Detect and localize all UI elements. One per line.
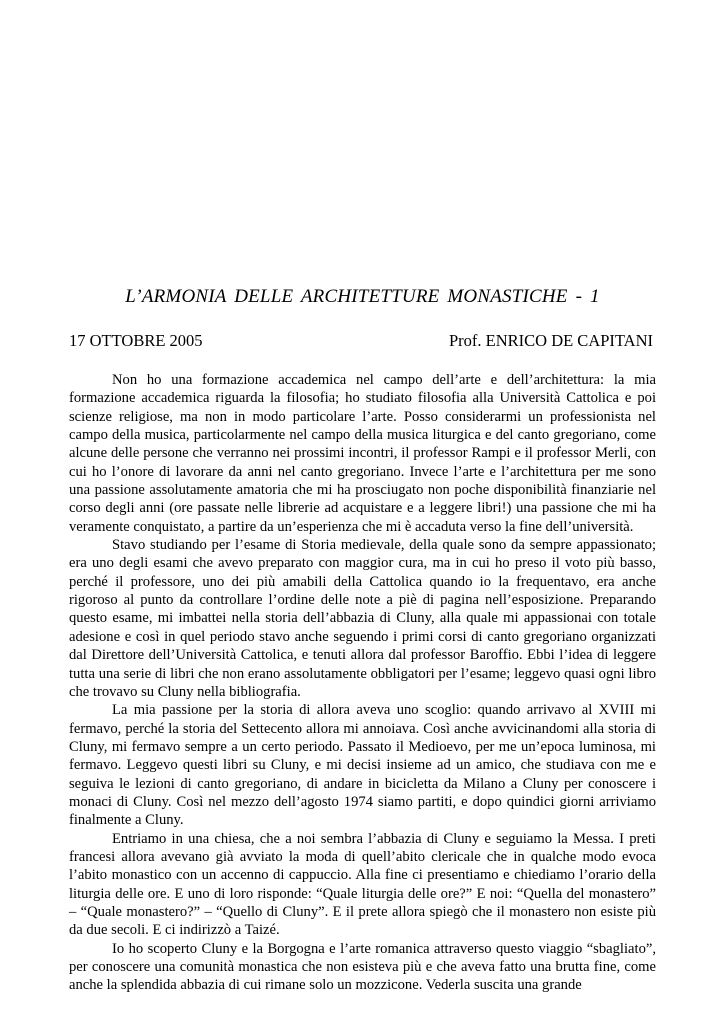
lecture-date: 17 OTTOBRE 2005: [69, 331, 203, 350]
paragraph: La mia passione per la storia di allora aveva uno scoglio: quando arrivavo al XVIII mi fermavo, perché la storia del Settecento allora mi annoiava. Così anche avvicinandomi alla storia di Cluny, mi fermavo sempre a un certo periodo. Passato il Medioevo, per me un’epoca luminosa, mi fermavo. Leggevo questi libri su Cluny, e mi decisi insieme ad un amico, che studiava con me e seguiva le lezioni di canto gregoriano, di andare in bicicletta da Milano a Cluny per conoscere i monaci di Cluny. Così nel mezzo dell’agosto 1974 siamo partiti, e dopo quindici giorni arriviamo finalmente a Cluny.: [69, 702, 656, 829]
document-body: [69, 371, 656, 995]
paragraph: Io ho scoperto Cluny e la Borgogna e l’arte romanica attraverso questo viaggio “sbagliato”, per conoscere una comunità monastica che non esisteva più e che aveva fatto una brutta fine, come anche la splendida abbazia di cui rimane solo un mozzicone. Vederla suscita una grande: [69, 940, 656, 994]
lecture-author: Prof. ENRICO DE CAPITANI: [448, 331, 653, 350]
paragraph: Entriamo in una chiesa, che a noi sembra l’abbazia di Cluny e seguiamo la Messa. I preti francesi allora avevano già avviato la moda di quell’abito clericale che in qualche modo evoca l’abito monastico con un accenno di cappuccio. Alla fine ci presentiamo e chiediamo l’orario della liturgia delle ore. E uno di loro risponde: “Quale liturgia delle ore?” E noi: “Quella del monastero” – “Quale monastero?” – “Quello di Cluny”. E il prete allora spiegò che il monastero non esiste più da due secoli. E ci indirizzò a Taizé.: [69, 830, 656, 939]
paragraph: Non ho una formazione accademica nel campo dell’arte e dell’architettura: la mia formazione accademica riguarda la filosofia; ho studiato filosofia alla Università Cattolica e poi scienze religiose, ma non in modo particolare l’arte. Posso considerarmi un professionista nel campo della musica, particolarmente nel campo della musica liturgica e del canto gregoriano, come alcune delle persone che verranno nei prossimi incontri, il professor Rampi e il professor Merli, con cui ho l’onore di lavorare da anni nel canto gregoriano. Invece l’arte e l’architettura per me sono una passione assolutamente amatoria che mi ha prosciugato non poche disponibilità finanziarie nel corso degli anni (ore passate nelle librerie ad acquistare e a leggere libri!) una passione che mi ha veramente conquistato, a partire da un’esperienza che mi è accaduta verso la fine dell’università.: [69, 372, 656, 535]
document-title: L’ARMONIA DELLE ARCHITETTURE MONASTICHE - 1: [125, 286, 600, 307]
paragraph: Stavo studiando per l’esame di Storia medievale, della quale sono da sempre appassionato; era uno degli esami che avevo preparato con maggior cura, ma in cui ho preso il voto più basso, perché il professore, uno dei più amabili della Cattolica quando io la frequentavo, era anche rigoroso al punto da controllare l’ordine delle note a piè di pagina nell’esposizione. Preparando questo esame, mi imbattei nella storia dell’abbazia di Cluny, alla quale mi appassionai con totale adesione e così in quel periodo stavo anche seguendo i primi corsi di canto gregoriano organizzati dal Direttore dell’Università Cattolica, e tenuti allora dal professor Baroffio. Ebbi l’idea di leggere tutta una serie di libri che non erano assolutamente obbligatori per l’esame; leggevo quasi ogni libro che trovavo su Cluny nella bibliografia.: [69, 537, 656, 700]
